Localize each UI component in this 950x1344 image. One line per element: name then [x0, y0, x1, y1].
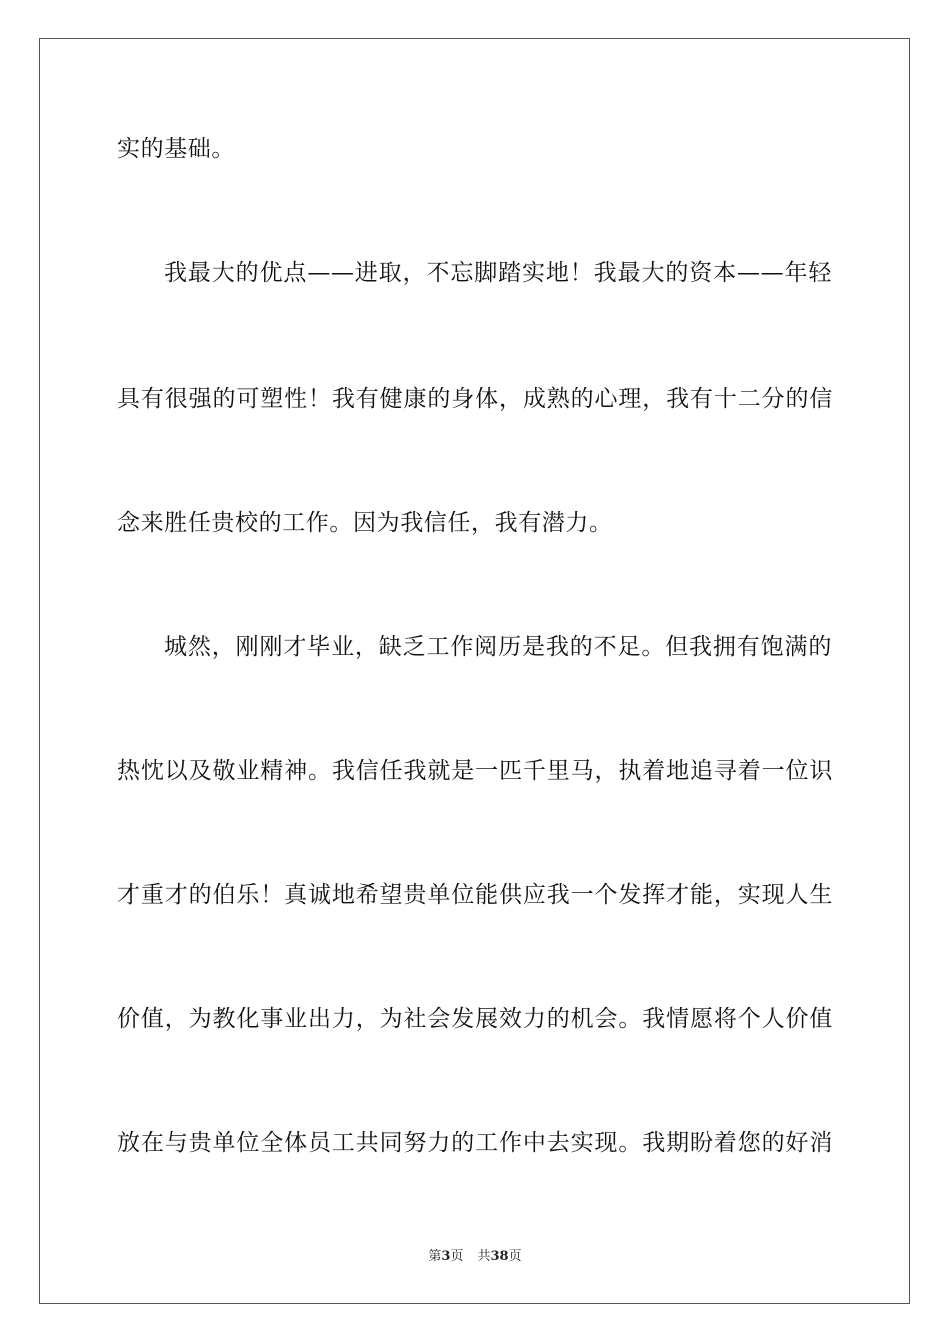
page-number: 3	[441, 1249, 451, 1264]
body-line-5: 城然，刚刚才毕业，缺乏工作阅历是我的不足。但我拥有饱满的	[164, 634, 832, 660]
body-line-4: 念来胜任贵校的工作。因为我信任，我有潜力。	[117, 510, 613, 536]
total-pages: 38	[490, 1249, 509, 1264]
page-footer	[0, 1248, 950, 1266]
body-line-1: 实的基础。	[117, 136, 235, 162]
body-line-3: 具有很强的可塑性！我有健康的身体，成熟的心理，我有十二分的信	[117, 386, 833, 412]
page-suffix: 页	[450, 1249, 464, 1264]
body-line-6: 热忱以及敬业精神。我信任我就是一匹千里马，执着地追寻着一位识	[117, 758, 833, 784]
page-frame	[39, 38, 910, 1304]
body-line-9: 放在与贵单位全体员工共同努力的工作中去实现。我期盼着您的好消	[117, 1130, 833, 1156]
total-suffix: 页	[508, 1249, 522, 1264]
body-line-7: 才重才的伯乐！真诚地希望贵单位能供应我一个发挥才能，实现人生	[117, 882, 833, 908]
total-prefix: 共	[477, 1249, 491, 1264]
body-line-8: 价值，为教化事业出力，为社会发展效力的机会。我情愿将个人价值	[117, 1006, 833, 1032]
page-prefix: 第	[428, 1249, 442, 1264]
body-line-2: 我最大的优点——进取，不忘脚踏实地！我最大的资本——年轻	[164, 260, 832, 286]
